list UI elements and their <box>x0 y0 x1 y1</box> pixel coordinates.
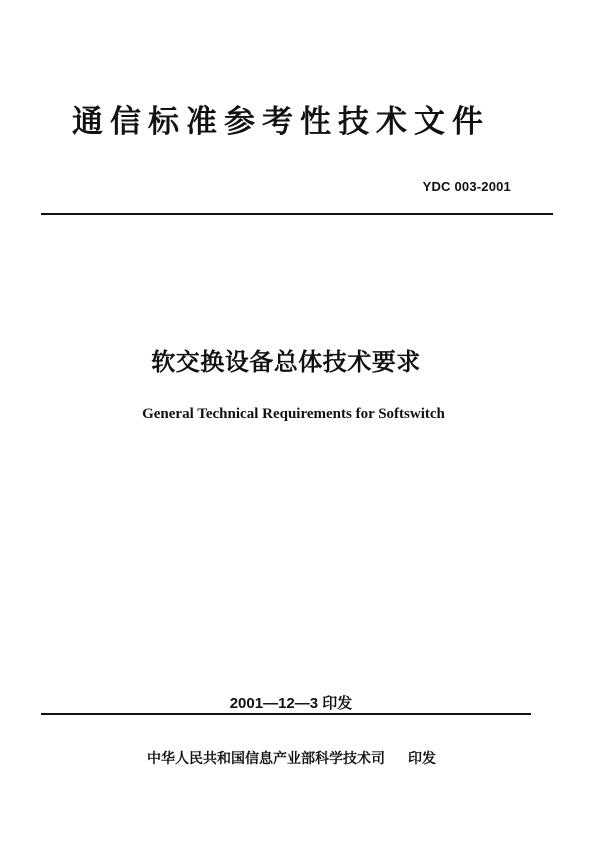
document-number: YDC 003-2001 <box>422 179 511 194</box>
document-title-chinese: 软交换设备总体技术要求 <box>151 348 421 376</box>
issuing-action: 印发 <box>408 751 436 767</box>
issue-date: 2001—12—3 印发 <box>229 695 353 712</box>
series-title: 通信标准参考性技术文件 <box>72 104 490 140</box>
issuing-authority: 中华人民共和国信息产业部科学技术司 <box>147 751 385 767</box>
top-divider <box>41 213 553 215</box>
document-title-english: General Technical Requirements for Softswitch <box>142 406 445 422</box>
bottom-divider <box>41 713 531 715</box>
